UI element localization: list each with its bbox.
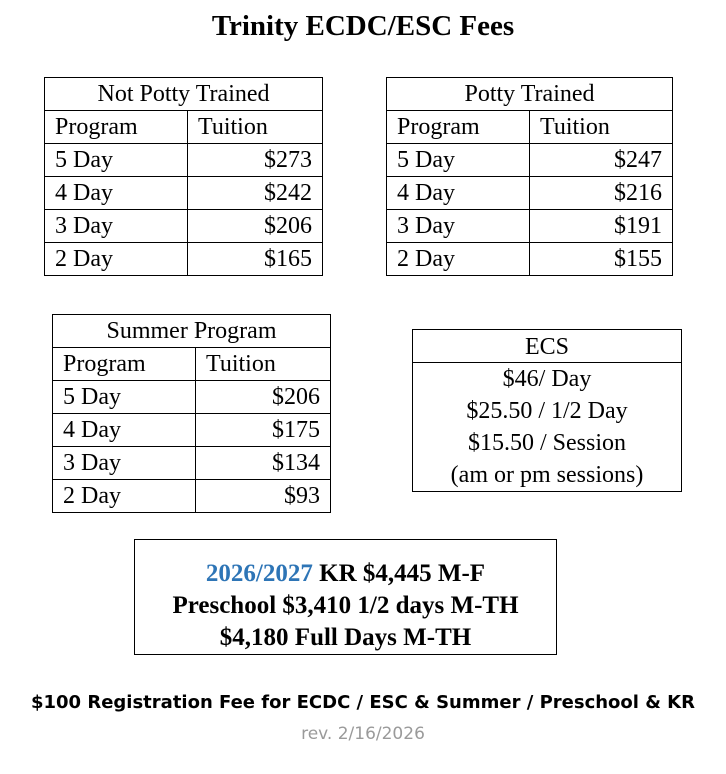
program-cell: 5 Day <box>387 144 530 177</box>
preschool-half-day-line: Preschool $3,410 1/2 days M-TH <box>172 592 519 619</box>
program-cell: 3 Day <box>53 447 196 480</box>
program-cell: 5 Day <box>45 144 188 177</box>
column-header-program: Program <box>53 348 196 381</box>
tuition-cell: $216 <box>530 177 673 210</box>
summer-program-table <box>52 314 331 513</box>
table-row <box>53 414 331 447</box>
tuition-cell: $155 <box>530 243 673 276</box>
table-row <box>53 447 331 480</box>
program-cell: 2 Day <box>45 243 188 276</box>
table-row <box>387 243 673 276</box>
tuition-cell: $206 <box>188 210 323 243</box>
ecs-rate-session: $15.50 / Session <box>467 430 626 456</box>
potty-trained-table <box>386 77 673 276</box>
kr-tuition: KR $4,445 M-F <box>312 560 486 587</box>
table-row <box>45 243 323 276</box>
not-potty-trained-table <box>44 77 323 276</box>
table-row <box>45 210 323 243</box>
program-cell: 2 Day <box>53 480 196 513</box>
ecs-box <box>412 329 682 492</box>
tuition-cell: $134 <box>196 447 331 480</box>
preschool-full-day-line: $4,180 Full Days M-TH <box>219 624 472 651</box>
table-row <box>387 177 673 210</box>
column-header-tuition: Tuition <box>196 348 331 381</box>
table-row <box>45 144 323 177</box>
program-cell: 4 Day <box>387 177 530 210</box>
column-header-program: Program <box>45 111 188 144</box>
program-cell: 3 Day <box>387 210 530 243</box>
tuition-cell: $206 <box>196 381 331 414</box>
tuition-cell: $175 <box>196 414 331 447</box>
table-heading: Summer Program <box>53 315 331 348</box>
revision-date: rev. 2/16/2026 <box>301 724 425 744</box>
registration-fee-note: $100 Registration Fee for ECDC / ESC & Summer / Preschool & KR <box>30 692 695 713</box>
column-header-tuition: Tuition <box>530 111 673 144</box>
program-cell: 4 Day <box>53 414 196 447</box>
program-cell: 5 Day <box>53 381 196 414</box>
tuition-cell: $191 <box>530 210 673 243</box>
program-cell: 2 Day <box>387 243 530 276</box>
page-title: Trinity ECDC/ESC Fees <box>211 10 515 42</box>
tuition-cell: $242 <box>188 177 323 210</box>
column-header-tuition: Tuition <box>188 111 323 144</box>
table-row <box>387 144 673 177</box>
table-heading: Potty Trained <box>387 78 673 111</box>
program-cell: 4 Day <box>45 177 188 210</box>
tuition-cell: $93 <box>196 480 331 513</box>
ecs-rate-day: $46/ Day <box>502 366 592 392</box>
tuition-cell: $273 <box>188 144 323 177</box>
ecs-heading: ECS <box>413 330 681 363</box>
kr-line <box>135 558 556 590</box>
table-row <box>387 210 673 243</box>
ecs-rate-half-day: $25.50 / 1/2 Day <box>466 398 628 424</box>
ecs-session-note: (am or pm sessions) <box>450 462 644 488</box>
program-cell: 3 Day <box>45 210 188 243</box>
table-row <box>53 381 331 414</box>
table-heading: Not Potty Trained <box>45 78 323 111</box>
kr-preschool-box <box>134 539 557 655</box>
column-header-program: Program <box>387 111 530 144</box>
tuition-cell: $247 <box>530 144 673 177</box>
table-row <box>45 177 323 210</box>
tuition-cell: $165 <box>188 243 323 276</box>
school-year: 2026/2027 <box>205 560 313 587</box>
table-row <box>53 480 331 513</box>
